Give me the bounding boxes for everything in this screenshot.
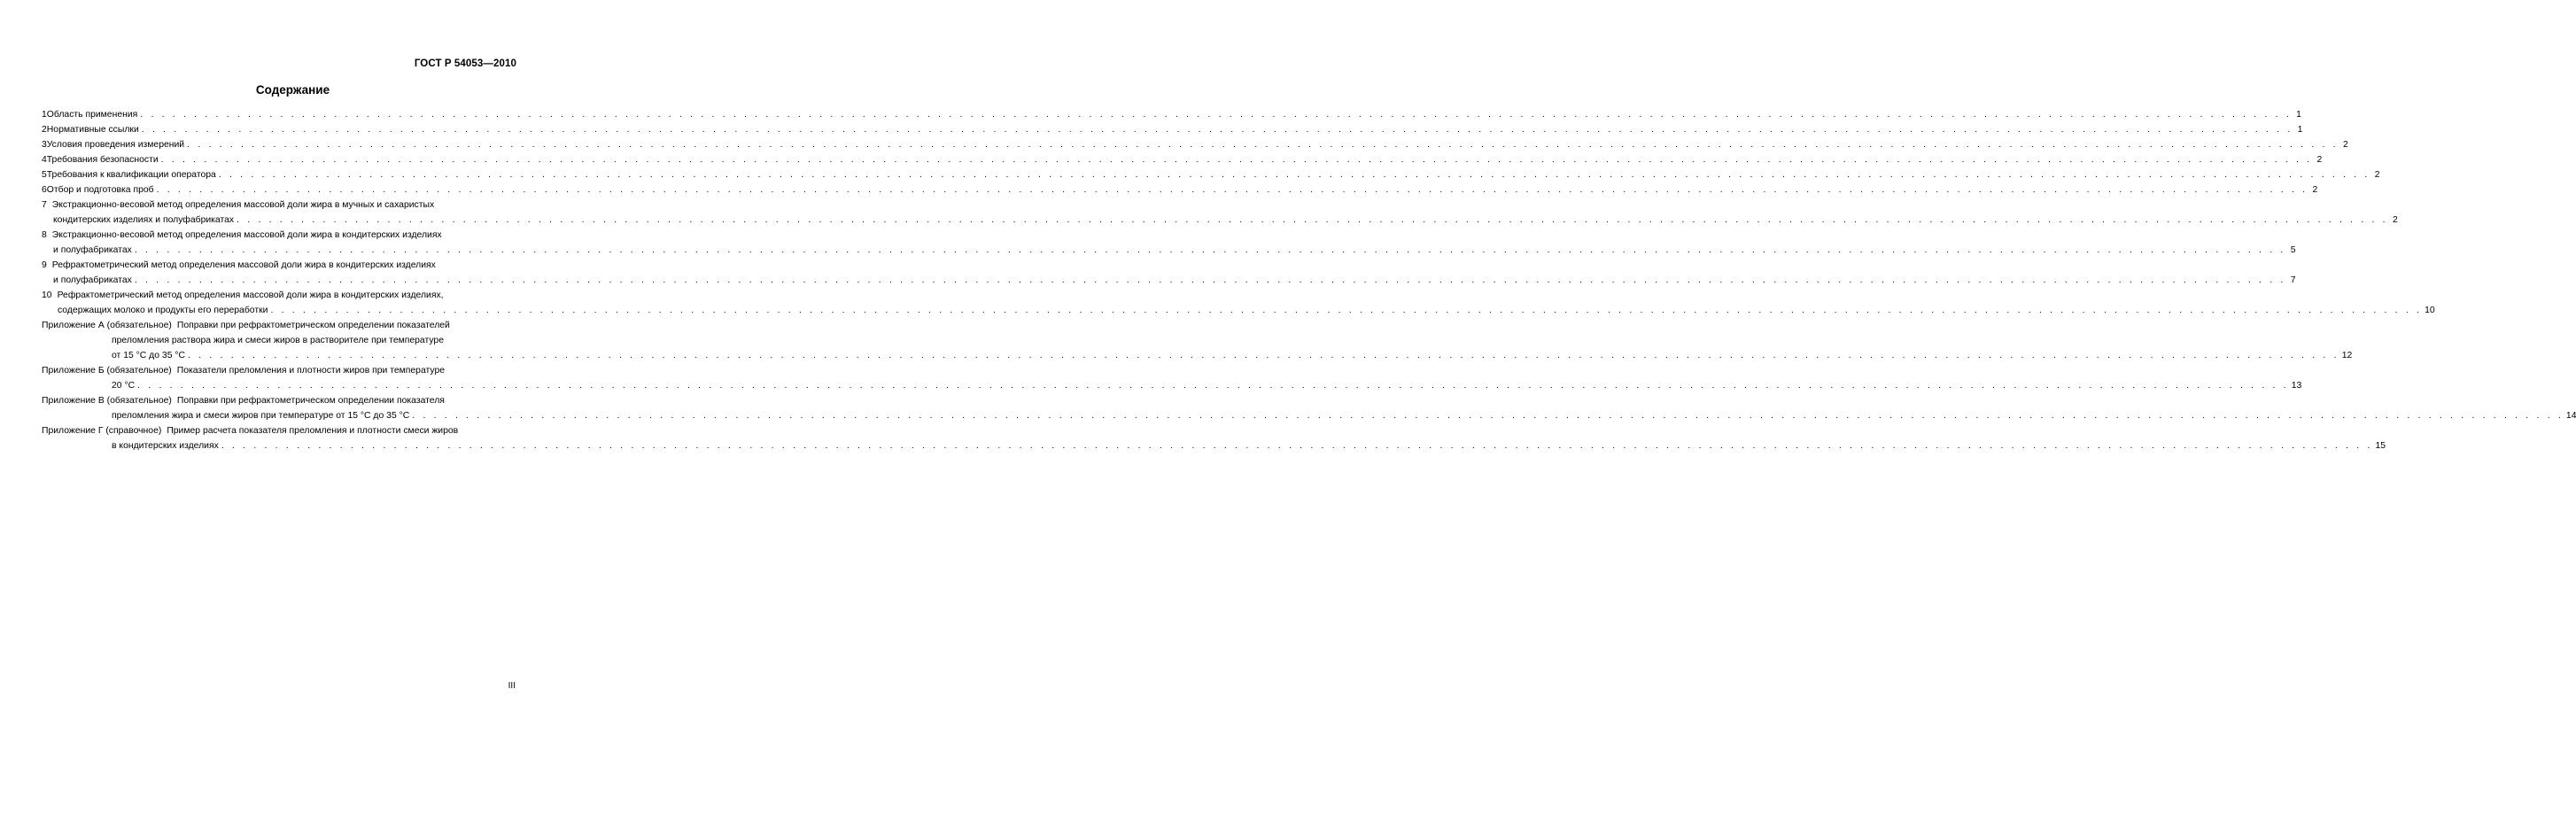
toc-entry-title: Область применения (46, 110, 138, 120)
toc-entry-number: 9 (42, 260, 47, 270)
dot-leader: . . . . . . . . . . . . . . . . . . . . . . . . . . . . . . . . . . . . . . . . . . . . . . . . . . . . . . . . . . . . . . . . . . . . . . . . . . . . . . . . . . . . . . . . . . . . . . . . . . . . . . . . . . . . . . . . . . . . . . . . . . . . . . . . . . . . . . . . . . . . . . . . . . . . . . . . . . . . . . . . . . . . . . . . . . . . . . . . . . . . . . . . . . . . . . . . . . . . . . . . (221, 441, 2373, 451)
toc-entry[interactable] (42, 393, 2576, 423)
toc-page-number: 5 (2290, 245, 2296, 255)
toc-entry-number: 4 (42, 155, 47, 165)
toc-entry-number: 7 (42, 200, 47, 210)
toc-entry-title: Требования безопасности (46, 155, 159, 165)
toc-entry[interactable] (42, 423, 2386, 453)
toc-entry-title: Условия проведения измерений (46, 140, 185, 150)
toc-page-number: 1 (2297, 125, 2303, 135)
toc-page-number: 2 (2374, 170, 2380, 180)
toc-entry[interactable] (42, 107, 2301, 122)
toc-entry-title: Поправки при рефрактометрическом определении показателя (176, 396, 445, 406)
page-folio: III (508, 681, 516, 691)
toc-entry-title: преломления жира и смеси жиров при температуре от 15 °С до 35 °С (112, 411, 410, 421)
toc-page-number: 14 (2565, 411, 2576, 421)
dot-leader: . . . . . . . . . . . . . . . . . . . . . . . . . . . . . . . . . . . . . . . . . . . . . . . . . . . . . . . . . . . . . . . . . . . . . . . . . . . . . . . . . . . . . . . . . . . . . . . . . . . . . . . . . . . . . . . . . . . . . . . . . . . . . . . . . . . . . . . . . . . . . . . . . . . . . . . . . . . . . . . . . . . . . . . . . . . . . . . . . . . . . . . . . . . . . . . . . . . . . . . . (188, 351, 2339, 360)
toc-appendix-label: Приложение А (обязательное) (42, 321, 172, 330)
toc-entry-title: Пример расчета показателя преломления и плотности смеси жиров (167, 426, 459, 436)
toc-entry-title: Рефрактометрический метод определения массовой доли жира в кондитерских изделиях, (57, 291, 444, 300)
document-code: ГОСТ Р 54053—2010 (414, 58, 516, 69)
table-of-contents (42, 107, 2576, 453)
toc-entry[interactable] (42, 152, 2323, 167)
toc-entry-title: 20 °С (112, 381, 136, 391)
toc-entry-title: содержащих молоко и продукты его переработки (58, 306, 268, 315)
toc-appendix-label: Приложение Б (обязательное) (42, 366, 172, 376)
toc-entry-title: Требования к квалификации оператора (46, 170, 216, 180)
toc-page-number: 10 (2425, 306, 2435, 315)
toc-entry[interactable] (42, 228, 2296, 258)
toc-page-number: 2 (2392, 215, 2398, 225)
toc-entry-title: от 15 °С до 35 °С (112, 351, 186, 360)
toc-page-number: 15 (2375, 441, 2386, 451)
toc-entry-number: 3 (42, 140, 47, 150)
toc-entry-title: Экстракционно-весовой метод определения массовой доли жира в мучных и сахаристых (51, 200, 435, 210)
dot-leader: . . . . . . . . . . . . . . . . . . . . . . . . . . . . . . . . . . . . . . . . . . . . . . . . . . . . . . . . . . . . . . . . . . . . . . . . . . . . . . . . . . . . . . . . . . . . . . . . . . . . . . . . . . . . . . . . . . . . . . . . . . . . . . . . . . . . . . . . . . . . . . . . . . . . . . . . . . . . . . . . . . . . . . . . . . . . . . . . . . . . . . . . . . . . . . . . . . . . . . . . (237, 215, 2388, 225)
toc-entry-number: 1 (42, 110, 47, 120)
toc-page-number: 2 (2342, 140, 2348, 150)
toc-entry-title: преломления раствора жира и смеси жиров в растворителе при температуре (112, 336, 444, 345)
dot-leader: . . . . . . . . . . . . . . . . . . . . . . . . . . . . . . . . . . . . . . . . . . . . . . . . . . . . . . . . . . . . . . . . . . . . . . . . . . . . . . . . . . . . . . . . . . . . . . . . . . . . . . . . . . . . . . . . . . . . . . . . . . . . . . . . . . . . . . . . . . . . . . . . . . . . . . . . . . . . . . . . . . . . . . . . . . . . . . . . . . . . . . . . . . . . . . . . . . . . . . . . (412, 411, 2564, 421)
dot-leader: . . . . . . . . . . . . . . . . . . . . . . . . . . . . . . . . . . . . . . . . . . . . . . . . . . . . . . . . . . . . . . . . . . . . . . . . . . . . . . . . . . . . . . . . . . . . . . . . . . . . . . . . . . . . . . . . . . . . . . . . . . . . . . . . . . . . . . . . . . . . . . . . . . . . . . . . . . . . . . . . . . . . . . . . . . . . . . . . . . . . . . . . . . . . . . . . . . . . . . . . (160, 155, 2313, 165)
toc-entry-number: 6 (42, 185, 47, 195)
toc-entry[interactable] (42, 258, 2296, 288)
toc-entry-title: Рефрактометрический метод определения массовой доли жира в кондитерских изделиях (51, 260, 436, 270)
toc-entry-title: Экстракционно-весовой метод определения массовой доли жира в кондитерских изделиях (51, 230, 442, 240)
dot-leader: . . . . . . . . . . . . . . . . . . . . . . . . . . . . . . . . . . . . . . . . . . . . . . . . . . . . . . . . . . . . . . . . . . . . . . . . . . . . . . . . . . . . . . . . . . . . . . . . . . . . . . . . . . . . . . . . . . . . . . . . . . . . . . . . . . . . . . . . . . . . . . . . . . . . . . . . . . . . . . . . . . . . . . . . . . . . . . . . . . . . . . . . . . . . . . . . . . . . . . . . (156, 185, 2308, 195)
toc-entry-title: Показатели преломления и плотности жиров при температуре (176, 366, 446, 376)
toc-title: Содержание (255, 83, 330, 97)
dot-leader: . . . . . . . . . . . . . . . . . . . . . . . . . . . . . . . . . . . . . . . . . . . . . . . . . . . . . . . . . . . . . . . . . . . . . . . . . . . . . . . . . . . . . . . . . . . . . . . . . . . . . . . . . . . . . . . . . . . . . . . . . . . . . . . . . . . . . . . . . . . . . . . . . . . . . . . . . . . . . . . . . . . . . . . . . . . . . . . . . . . . . . . . . . . . . . . . . . . . . . . . (270, 306, 2423, 315)
toc-entry-number: 2 (42, 125, 47, 135)
toc-entry[interactable] (42, 288, 2435, 318)
dot-leader: . . . . . . . . . . . . . . . . . . . . . . . . . . . . . . . . . . . . . . . . . . . . . . . . . . . . . . . . . . . . . . . . . . . . . . . . . . . . . . . . . . . . . . . . . . . . . . . . . . . . . . . . . . . . . . . . . . . . . . . . . . . . . . . . . . . . . . . . . . . . . . . . . . . . . . . . . . . . . . . . . . . . . . . . . . . . . . . . . . . . . . . . . . . . . . . . . . . . . . . . (137, 381, 2289, 391)
toc-entry-title: Поправки при рефрактометрическом определении показателей (176, 321, 450, 330)
dot-leader: . . . . . . . . . . . . . . . . . . . . . . . . . . . . . . . . . . . . . . . . . . . . . . . . . . . . . . . . . . . . . . . . . . . . . . . . . . . . . . . . . . . . . . . . . . . . . . . . . . . . . . . . . . . . . . . . . . . . . . . . . . . . . . . . . . . . . . . . . . . . . . . . . . . . . . . . . . . . . . . . . . . . . . . . . . . . . . . . . . . . . . . . . . . . . . . . . . . . . . . . (134, 275, 2286, 285)
toc-entry-title: и полуфабрикатах (53, 275, 132, 285)
dot-leader: . . . . . . . . . . . . . . . . . . . . . . . . . . . . . . . . . . . . . . . . . . . . . . . . . . . . . . . . . . . . . . . . . . . . . . . . . . . . . . . . . . . . . . . . . . . . . . . . . . . . . . . . . . . . . . . . . . . . . . . . . . . . . . . . . . . . . . . . . . . . . . . . . . . . . . . . . . . . . . . . . . . . . . . . . . . . . . . . . . . . . . . . . . . . . . . . . . . . . . . . (141, 125, 2293, 135)
dot-leader: . . . . . . . . . . . . . . . . . . . . . . . . . . . . . . . . . . . . . . . . . . . . . . . . . . . . . . . . . . . . . . . . . . . . . . . . . . . . . . . . . . . . . . . . . . . . . . . . . . . . . . . . . . . . . . . . . . . . . . . . . . . . . . . . . . . . . . . . . . . . . . . . . . . . . . . . . . . . . . . . . . . . . . . . . . . . . . . . . . . . . . . . . . . . . . . . . . . . . . . . (134, 245, 2286, 255)
dot-leader: . . . . . . . . . . . . . . . . . . . . . . . . . . . . . . . . . . . . . . . . . . . . . . . . . . . . . . . . . . . . . . . . . . . . . . . . . . . . . . . . . . . . . . . . . . . . . . . . . . . . . . . . . . . . . . . . . . . . . . . . . . . . . . . . . . . . . . . . . . . . . . . . . . . . . . . . . . . . . . . . . . . . . . . . . . . . . . . . . . . . . . . . . . . . . . . . . . . . . . . . (140, 110, 2292, 120)
toc-appendix-label: Приложение В (обязательное) (42, 396, 172, 406)
toc-entry[interactable] (42, 198, 2398, 228)
toc-entry[interactable] (42, 318, 2353, 363)
toc-page-number: 2 (2316, 155, 2323, 165)
toc-entry-title: и полуфабрикатах (53, 245, 132, 255)
toc-appendix-label: Приложение Г (справочное) (42, 426, 162, 436)
toc-entry[interactable] (42, 363, 2302, 393)
toc-page-number: 7 (2290, 275, 2296, 285)
toc-entry[interactable] (42, 137, 2348, 152)
dot-leader: . . . . . . . . . . . . . . . . . . . . . . . . . . . . . . . . . . . . . . . . . . . . . . . . . . . . . . . . . . . . . . . . . . . . . . . . . . . . . . . . . . . . . . . . . . . . . . . . . . . . . . . . . . . . . . . . . . . . . . . . . . . . . . . . . . . . . . . . . . . . . . . . . . . . . . . . . . . . . . . . . . . . . . . . . . . . . . . . . . . . . . . . . . . . . . . . . . . . . . . . (218, 170, 2370, 180)
toc-entry-title: в кондитерских изделиях (112, 441, 219, 451)
toc-entry-number: 8 (42, 230, 47, 240)
toc-page-number: 2 (2312, 185, 2318, 195)
toc-page-number: 13 (2291, 381, 2302, 391)
dot-leader: . . . . . . . . . . . . . . . . . . . . . . . . . . . . . . . . . . . . . . . . . . . . . . . . . . . . . . . . . . . . . . . . . . . . . . . . . . . . . . . . . . . . . . . . . . . . . . . . . . . . . . . . . . . . . . . . . . . . . . . . . . . . . . . . . . . . . . . . . . . . . . . . . . . . . . . . . . . . . . . . . . . . . . . . . . . . . . . . . . . . . . . . . . . . . . . . . . . . . . . . (187, 140, 2339, 150)
toc-page-number: 1 (2296, 110, 2301, 120)
toc-entry-title: Нормативные ссылки (46, 125, 139, 135)
toc-entry[interactable] (42, 167, 2380, 182)
toc-entry-number: 10 (42, 291, 52, 300)
toc-entry-title: Отбор и подготовка проб (46, 185, 154, 195)
toc-entry[interactable] (42, 182, 2318, 198)
toc-page-number: 12 (2341, 351, 2353, 360)
toc-entry-number: 5 (42, 170, 47, 180)
toc-entry-title: кондитерских изделиях и полуфабрикатах (53, 215, 235, 225)
toc-entry[interactable] (42, 122, 2303, 137)
